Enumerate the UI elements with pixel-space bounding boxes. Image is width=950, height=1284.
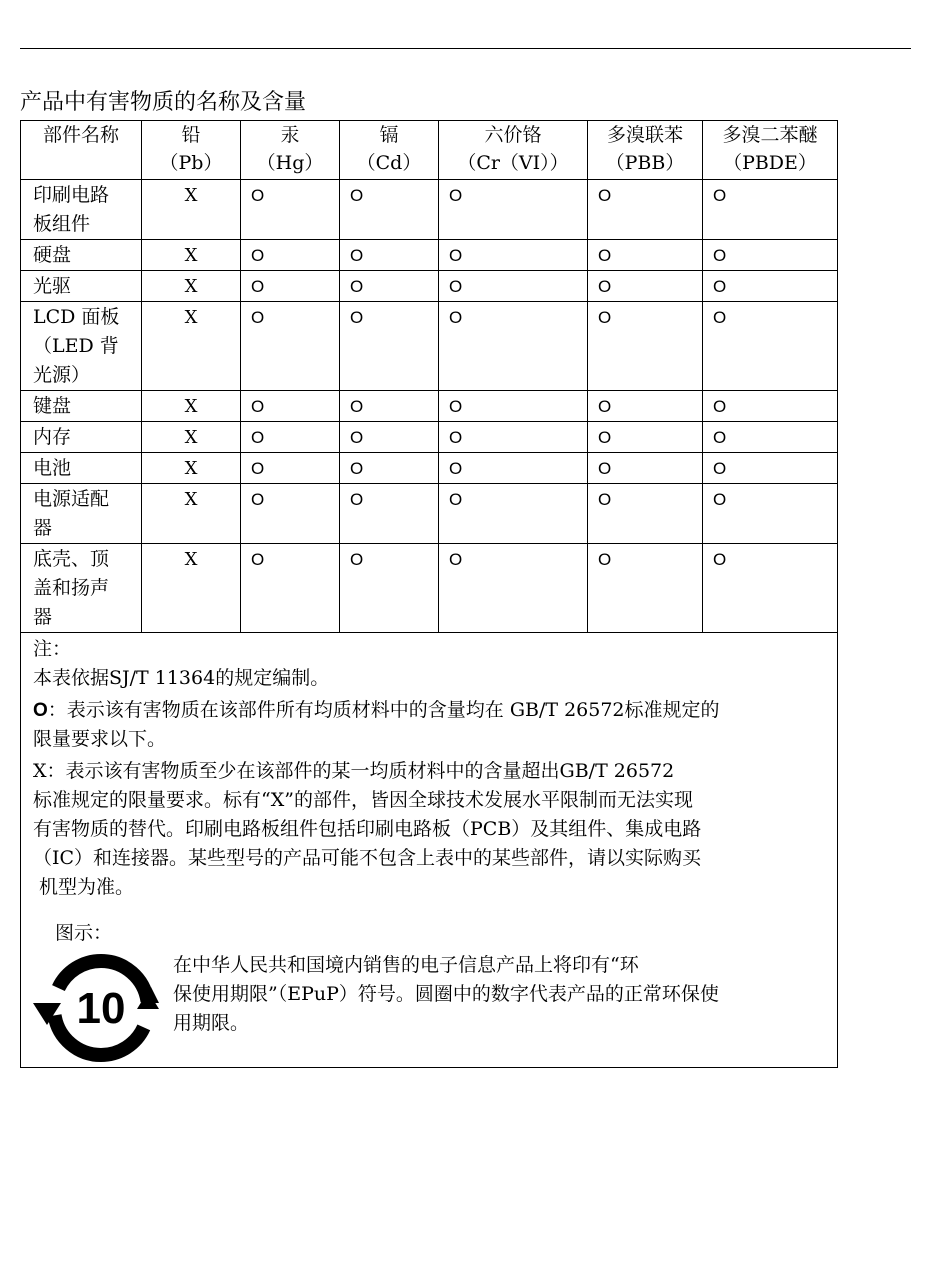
page-title: 产品中有害物质的名称及含量 (20, 90, 307, 115)
substance-value-cell: O (241, 240, 340, 271)
substance-value-cell: O (703, 240, 838, 271)
notes-x-definition-cont: 标准规定的限量要求。标有“X”的部件，皆因全球技术发展水平限制而无法实现 (33, 789, 693, 811)
component-name-cell (21, 240, 142, 271)
component-name-line: 印刷电路 (33, 184, 110, 206)
component-name-line: （LED 背 (33, 335, 119, 357)
substance-value-cell: O (439, 180, 588, 240)
notes-basis: 本表依据SJ/T 11364的规定编制。 (33, 667, 330, 689)
substance-value-cell: O (241, 544, 340, 633)
substance-value-cell: X (142, 302, 241, 391)
substance-value-cell: O (340, 544, 439, 633)
table-row (21, 453, 838, 484)
component-name-line: 电池 (33, 457, 72, 479)
substance-value-cell: O (439, 391, 588, 422)
substance-value-cell: O (241, 484, 340, 544)
substance-value-cell: O (340, 484, 439, 544)
substance-value-cell: O (439, 484, 588, 544)
substance-value-cell: X (142, 544, 241, 633)
substance-value-cell: O (241, 391, 340, 422)
notes-x-definition-cont: （IC）和连接器。某些型号的产品可能不包含上表中的某些部件，请以实际购买 (33, 847, 702, 869)
table-row (21, 422, 838, 453)
substance-value-cell: O (340, 180, 439, 240)
substance-value-cell: X (142, 453, 241, 484)
component-name-line: 光源） (33, 364, 91, 386)
notes-row (21, 633, 838, 1068)
table-row (21, 484, 838, 544)
header-pbb: 多溴联苯 （PBB） (588, 121, 703, 180)
notes-cell (21, 633, 838, 1068)
substance-value-cell: O (241, 271, 340, 302)
substance-value-cell: O (439, 240, 588, 271)
table-row (21, 271, 838, 302)
substance-value-cell: O (588, 422, 703, 453)
substance-value-cell: O (703, 302, 838, 391)
component-name-cell (21, 271, 142, 302)
notes-x-definition: X：表示该有害物质至少在该部件的某一均质材料中的含量超出GB/T 26572 (33, 760, 675, 782)
component-name-line: LCD 面板 (33, 306, 120, 328)
substance-value-cell: O (703, 391, 838, 422)
component-name-cell (21, 391, 142, 422)
substance-value-cell: X (142, 422, 241, 453)
substance-value-cell: O (703, 484, 838, 544)
component-name-line: 底壳、顶 (33, 548, 110, 570)
component-name-line: 内存 (33, 426, 72, 448)
component-name-line: 器 (33, 606, 53, 628)
substance-value-cell: O (439, 422, 588, 453)
substance-value-cell: O (340, 240, 439, 271)
top-rule (20, 48, 911, 49)
substance-value-cell: O (588, 240, 703, 271)
table-row (21, 302, 838, 391)
component-name-cell (21, 484, 142, 544)
notes-o-definition: O：表示该有害物质在该部件所有均质材料中的含量均在 GB/T 26572标准规定的 (33, 699, 720, 721)
table-row (21, 180, 838, 240)
substance-value-cell: O (241, 453, 340, 484)
legend-label: 图示： (55, 922, 113, 944)
substance-value-cell: O (340, 302, 439, 391)
component-name-line: 光驱 (33, 275, 72, 297)
component-name-cell (21, 544, 142, 633)
substance-value-cell: O (588, 544, 703, 633)
table-row (21, 544, 838, 633)
substance-value-cell: O (439, 271, 588, 302)
notes-x-definition-cont: 机型为准。 (33, 876, 135, 898)
substance-value-cell: X (142, 240, 241, 271)
header-pbde: 多溴二苯醚 （PBDE） (703, 121, 838, 180)
substance-value-cell: X (142, 391, 241, 422)
component-name-line: 板组件 (33, 213, 91, 235)
substance-value-cell: O (340, 453, 439, 484)
substance-value-cell: O (703, 544, 838, 633)
notes-heading: 注： (33, 638, 72, 660)
substance-value-cell: O (588, 271, 703, 302)
substance-value-cell: X (142, 484, 241, 544)
component-name-cell (21, 302, 142, 391)
substance-value-cell: O (439, 302, 588, 391)
substance-value-cell: O (703, 271, 838, 302)
component-name-line: 电源适配 (33, 488, 110, 510)
notes (33, 635, 827, 902)
header-lead: 铅 （Pb） (142, 121, 241, 180)
component-name-line: 盖和扬声 (33, 577, 110, 599)
notes-x-definition-cont: 有害物质的替代。印刷电路板组件包括印刷电路板（PCB）及其组件、集成电路 (33, 818, 702, 840)
substance-value-cell: X (142, 180, 241, 240)
header-cadmium: 镉 （Cd） (340, 121, 439, 180)
substance-value-cell: O (340, 271, 439, 302)
substance-value-cell: O (439, 453, 588, 484)
component-name-cell (21, 180, 142, 240)
substance-value-cell: O (703, 422, 838, 453)
substance-value-cell: O (588, 484, 703, 544)
table-row (21, 391, 838, 422)
table-header-row (21, 121, 838, 180)
substance-value-cell: O (588, 391, 703, 422)
epup-logo-number: 10 (76, 984, 126, 1033)
component-name-line: 键盘 (33, 395, 72, 417)
table-row (21, 240, 838, 271)
substance-value-cell: O (340, 422, 439, 453)
substance-value-cell: O (241, 180, 340, 240)
substance-value-cell: O (588, 180, 703, 240)
component-name-cell (21, 453, 142, 484)
notes-o-definition-cont: 限量要求以下。 (33, 728, 167, 750)
substance-value-cell: O (340, 391, 439, 422)
substance-value-cell: X (142, 271, 241, 302)
component-name-line: 硬盘 (33, 244, 72, 266)
component-name-cell (21, 422, 142, 453)
substance-value-cell: O (241, 422, 340, 453)
o-mark: O (33, 700, 48, 721)
header-component: 部件名称 (21, 121, 142, 180)
substance-value-cell: O (241, 302, 340, 391)
epup-logo-icon (33, 951, 159, 1063)
header-chromium: 六价铬 （Cr（VI）） (439, 121, 588, 180)
substance-value-cell: O (439, 544, 588, 633)
substance-value-cell: O (703, 453, 838, 484)
substance-value-cell: O (588, 302, 703, 391)
hazardous-substances-table (20, 120, 838, 1068)
component-name-line: 器 (33, 517, 53, 539)
substance-value-cell: O (703, 180, 838, 240)
substance-value-cell: O (588, 453, 703, 484)
header-mercury: 汞 （Hg） (241, 121, 340, 180)
legend-text: 在中华人民共和国境内销售的电子信息产品上将印有“环 保使用期限”（EPuP）符号。圆圈中的数字代表产品的正常环保使 用期限。 (173, 954, 719, 1034)
